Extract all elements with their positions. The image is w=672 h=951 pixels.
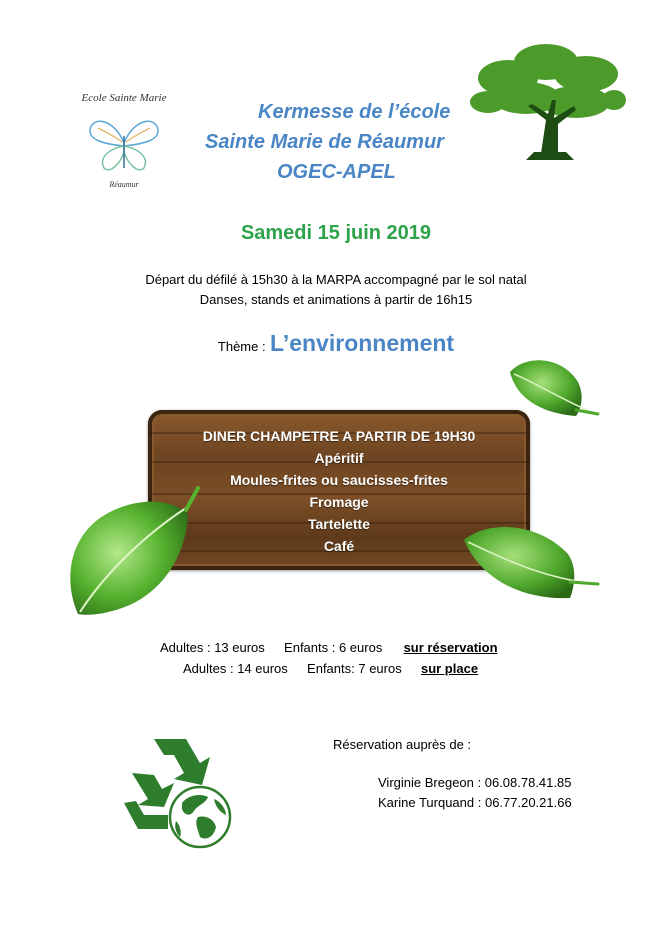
price-line-reservation xyxy=(160,640,498,655)
tree-icon xyxy=(468,40,628,162)
leaf-icon-left xyxy=(62,482,202,622)
info-line-2: Danses, stands et animations à partir de 16h15 xyxy=(199,292,473,307)
contact-line: Karine Turquand : 06.77.20.21.66 xyxy=(378,795,572,810)
contact-line: Virginie Bregeon : 06.08.78.41.85 xyxy=(378,775,572,790)
school-logo xyxy=(68,88,180,200)
menu-item: Tartelette xyxy=(308,516,370,532)
theme-value: L’environnement xyxy=(270,330,455,356)
butterfly-icon xyxy=(84,108,164,178)
recycle-globe-icon xyxy=(118,733,236,851)
theme-label: Thème : xyxy=(217,339,266,354)
adult-price: Adultes : 13 euros xyxy=(160,640,265,655)
leaf-icon-top-right xyxy=(504,352,600,418)
menu-item: Moules-frites ou saucisses-frites xyxy=(230,472,448,488)
child-price: Enfants: 7 euros xyxy=(307,661,402,676)
price-line-on-site xyxy=(183,661,478,676)
reservation-title: Réservation auprès de : xyxy=(333,737,472,752)
title-line-1: Kermesse de l’école xyxy=(258,101,451,123)
child-price: Enfants : 6 euros xyxy=(284,640,383,655)
title-line-3: OGEC-APEL xyxy=(277,161,396,183)
menu-item: Apéritif xyxy=(314,450,364,466)
event-date: Samedi 15 juin 2019 xyxy=(240,222,432,244)
title-line-2: Sainte Marie de Réaumur xyxy=(205,131,444,153)
logo-bottom-text: Réaumur xyxy=(109,180,139,189)
adult-price: Adultes : 14 euros xyxy=(183,661,288,676)
on-site-mode: sur place xyxy=(420,661,479,676)
menu-item: Café xyxy=(323,538,355,554)
info-line-1: Départ du défilé à 15h30 à la MARPA accompagné par le sol natal xyxy=(145,272,527,287)
menu-title: DINER CHAMPETRE A PARTIR DE 19H30 xyxy=(202,428,476,444)
reservation-mode: sur réservation xyxy=(403,640,498,655)
logo-top-text: Ecole Sainte Marie xyxy=(81,92,167,104)
leaf-icon-bottom-right xyxy=(458,518,600,604)
menu-item: Fromage xyxy=(309,494,369,510)
